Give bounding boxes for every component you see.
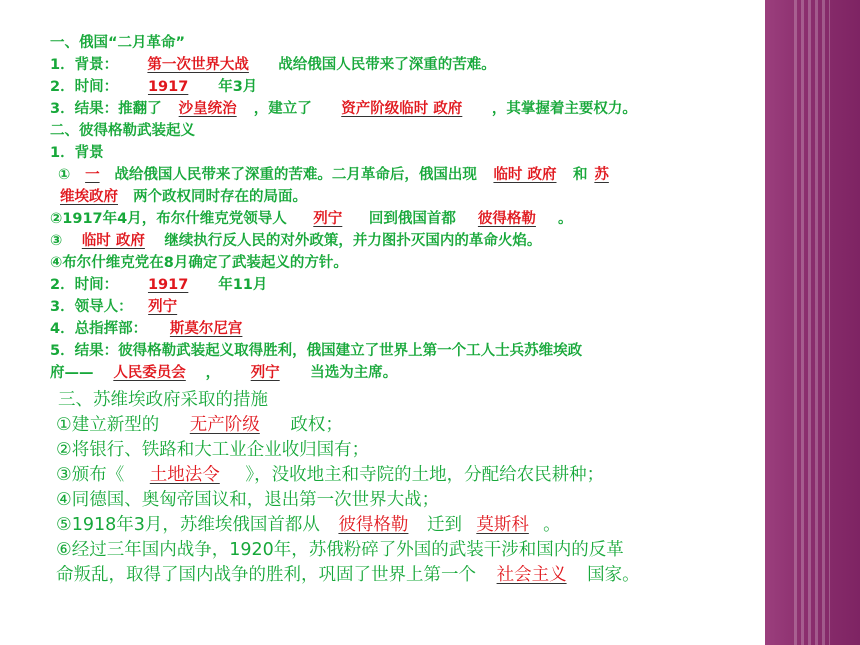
- label: 2．时间：: [50, 79, 119, 95]
- answer-blank: 维埃政府: [60, 189, 118, 205]
- answer-blank: 人民委员会: [113, 365, 186, 381]
- s2-point-4: ④布尔什维克党在8月确定了武装起义的方针。: [50, 255, 348, 271]
- answer-blank: 莫斯科: [476, 515, 529, 535]
- s3-measure-1: [50, 413, 765, 438]
- label: 2．时间：: [50, 277, 119, 293]
- answer-blank: 第一次世界大战: [147, 57, 249, 73]
- s2-leader: [50, 296, 765, 318]
- text: ③颁布《: [56, 465, 125, 485]
- answer-blank: 1917: [147, 277, 189, 293]
- answer-blank: 土地法令: [149, 465, 220, 485]
- section-3-title: 三、苏维埃政府采取的措施: [58, 390, 268, 410]
- answer-blank: 苏: [594, 167, 609, 183]
- text: 两个政权同时存在的局面。: [133, 189, 308, 205]
- s2-result-line-2: [50, 362, 765, 384]
- text: ③: [50, 233, 63, 249]
- text: 年3月: [218, 79, 258, 95]
- s3-measure-4: ④同德国、奥匈帝国议和，退出第一次世界大战；: [56, 490, 440, 510]
- section-1-title: 一、俄国“二月革命”: [50, 35, 186, 51]
- text: 命叛乱，取得了国内战争的胜利，巩固了世界上第一个: [56, 565, 476, 585]
- text: ②1917年4月，布尔什维克党领导人: [50, 211, 287, 227]
- slide-content: [50, 32, 765, 588]
- text: 年11月: [218, 277, 268, 293]
- text: 》，没收地主和寺院的土地，分配给农民耕种；: [245, 465, 605, 485]
- text: ，: [205, 365, 221, 381]
- text: 当选为主席。: [310, 365, 398, 381]
- s1-background: [50, 54, 765, 76]
- label: 3．结果：推翻了: [50, 101, 162, 117]
- text: ，其掌握着主要权力。: [491, 101, 637, 117]
- label: 1．背景：: [50, 57, 119, 73]
- s2-background-title: 1．背景: [50, 145, 104, 161]
- text: 。: [557, 211, 573, 227]
- answer-blank: 列宁: [148, 299, 178, 315]
- answer-blank: 无产阶级: [189, 415, 260, 435]
- s3-measure-5: [50, 513, 765, 538]
- s3-measure-3: [50, 463, 765, 488]
- label: 4．总指挥部：: [50, 321, 148, 337]
- answer-blank: 彼得格勒: [477, 211, 536, 227]
- text: 国家。: [587, 565, 640, 585]
- s2-point-1-cont: [50, 186, 765, 208]
- text: 。: [543, 515, 561, 535]
- answer-blank: 临时 政府: [81, 233, 145, 249]
- section-2-title: 二、彼得格勒武装起义: [50, 123, 195, 139]
- label: 3．领导人：: [50, 299, 133, 315]
- answer-blank: 1917: [147, 79, 189, 95]
- text: ①: [58, 167, 71, 183]
- text: 府——: [50, 365, 94, 381]
- s1-time: [50, 76, 765, 98]
- text: ①建立新型的: [56, 415, 160, 435]
- text: 战给俄国人民带来了深重的苦难。: [278, 57, 496, 73]
- answer-blank: 社会主义: [496, 565, 567, 585]
- s2-time: [50, 274, 765, 296]
- text: 战给俄国人民带来了深重的苦难。二月革命后，俄国出现: [114, 167, 477, 183]
- answer-blank: 彼得格勒: [338, 515, 409, 535]
- sidebar-stripes: [794, 0, 830, 645]
- s3-measure-6-line-1: ⑥经过三年国内战争，1920年，苏俄粉碎了外国的武装干涉和国内的反革: [56, 540, 624, 560]
- text: 和: [573, 167, 588, 183]
- text: 继续执行反人民的对外政策，并力图扑灭国内的革命火焰。: [164, 233, 542, 249]
- answer-blank: 列宁: [313, 211, 343, 227]
- answer-blank: 一: [85, 167, 100, 183]
- s2-point-2: [50, 208, 765, 230]
- s3-measure-2: ②将银行、铁路和大工业企业收归国有；: [56, 440, 370, 460]
- text: ⑤1918年3月，苏维埃俄国首都从: [56, 515, 320, 535]
- s1-result: [50, 98, 765, 120]
- text: 回到俄国首都: [368, 211, 456, 227]
- answer-blank: 沙皇统治: [178, 101, 237, 117]
- decorative-sidebar: [765, 0, 860, 645]
- answer-blank: 斯莫尔尼宫: [169, 321, 243, 337]
- s2-point-1: [50, 164, 765, 186]
- answer-blank: 资产阶级临时 政府: [341, 101, 463, 117]
- s2-headquarters: [50, 318, 765, 340]
- s2-point-3: [50, 230, 765, 252]
- s2-result-line-1: 5．结果：彼得格勒武装起义取得胜利，俄国建立了世界上第一个工人士兵苏维埃政: [50, 343, 583, 359]
- text: 政权；: [290, 415, 343, 435]
- answer-blank: 列宁: [250, 365, 280, 381]
- answer-blank: 临时 政府: [493, 167, 557, 183]
- text: ，建立了: [253, 101, 312, 117]
- s3-measure-6-line-2: [50, 563, 765, 588]
- text: 迁到: [427, 515, 463, 535]
